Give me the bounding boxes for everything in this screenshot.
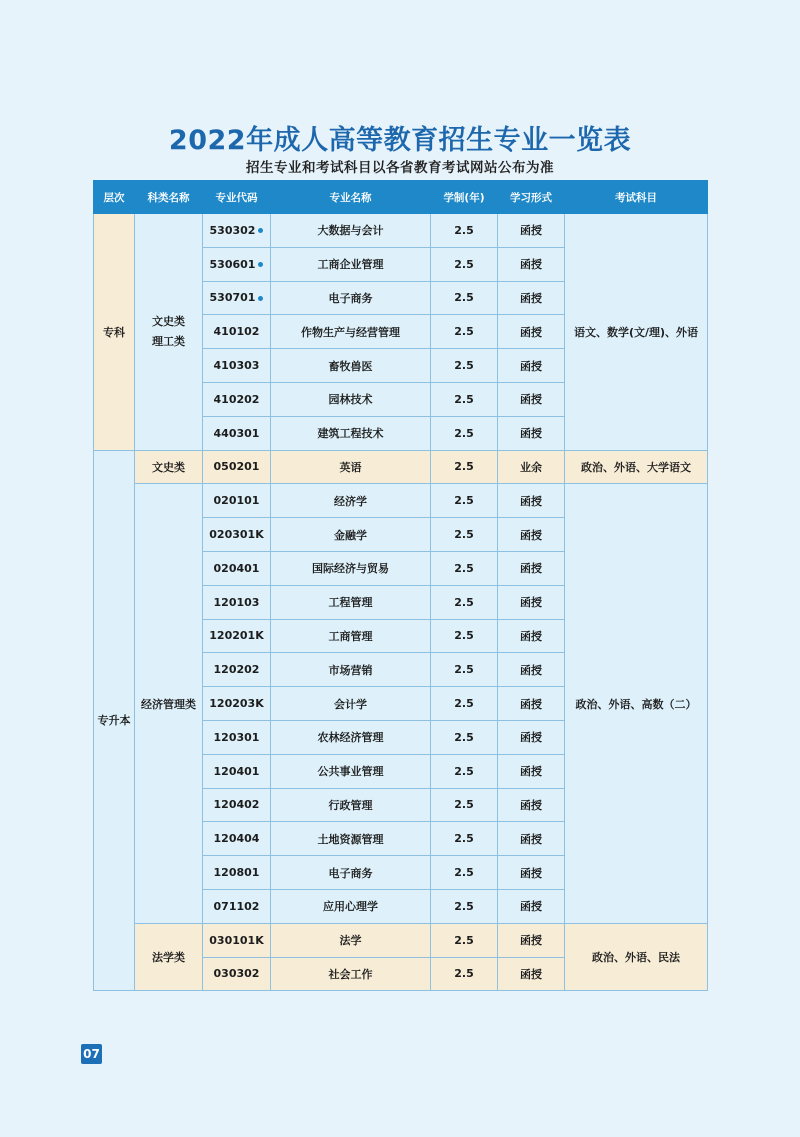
form-cell: 函授 bbox=[498, 889, 565, 923]
code-cell: 120203K bbox=[203, 687, 271, 721]
form-cell: 函授 bbox=[498, 788, 565, 822]
major-cell: 行政管理 bbox=[271, 788, 431, 822]
years-cell: 2.5 bbox=[431, 923, 498, 957]
major-cell: 法学 bbox=[271, 923, 431, 957]
years-cell: 2.5 bbox=[431, 788, 498, 822]
exam-cell: 语文、数学(文/理)、外语 bbox=[565, 214, 708, 451]
header-form: 学习形式 bbox=[498, 181, 565, 214]
form-cell: 函授 bbox=[498, 653, 565, 687]
years-cell: 2.5 bbox=[431, 822, 498, 856]
form-cell: 函授 bbox=[498, 754, 565, 788]
form-cell: 函授 bbox=[498, 957, 565, 991]
years-cell: 2.5 bbox=[431, 889, 498, 923]
header-exam: 考试科目 bbox=[565, 181, 708, 214]
form-cell: 函授 bbox=[498, 416, 565, 450]
years-cell: 2.5 bbox=[431, 653, 498, 687]
years-cell: 2.5 bbox=[431, 551, 498, 585]
major-cell: 会计学 bbox=[271, 687, 431, 721]
years-cell: 2.5 bbox=[431, 720, 498, 754]
code-cell: 120103 bbox=[203, 585, 271, 619]
years-cell: 2.5 bbox=[431, 619, 498, 653]
major-cell: 作物生产与经营管理 bbox=[271, 315, 431, 349]
bullet-dot-icon bbox=[258, 296, 263, 301]
years-cell: 2.5 bbox=[431, 416, 498, 450]
table-row bbox=[94, 450, 708, 484]
level-cell: 专科 bbox=[94, 214, 135, 451]
years-cell: 2.5 bbox=[431, 281, 498, 315]
category-cell: 法学类 bbox=[135, 923, 203, 991]
table-row bbox=[94, 214, 708, 248]
major-cell: 社会工作 bbox=[271, 957, 431, 991]
page-title: 2022年成人高等教育招生专业一览表 bbox=[168, 125, 632, 156]
bullet-dot-icon bbox=[258, 228, 263, 233]
major-cell: 大数据与会计 bbox=[271, 214, 431, 248]
category-cell: 经济管理类 bbox=[135, 484, 203, 923]
major-cell: 英语 bbox=[271, 450, 431, 484]
code-text: 530701 bbox=[209, 291, 256, 305]
code-cell bbox=[203, 247, 271, 281]
form-cell: 函授 bbox=[498, 720, 565, 754]
code-cell bbox=[203, 281, 271, 315]
major-cell: 土地资源管理 bbox=[271, 822, 431, 856]
code-cell: 020401 bbox=[203, 551, 271, 585]
code-cell: 120404 bbox=[203, 822, 271, 856]
major-cell: 经济学 bbox=[271, 484, 431, 518]
code-cell: 120201K bbox=[203, 619, 271, 653]
form-cell: 函授 bbox=[498, 382, 565, 416]
form-cell: 函授 bbox=[498, 822, 565, 856]
header-category: 科类名称 bbox=[135, 181, 203, 214]
code-cell: 440301 bbox=[203, 416, 271, 450]
page-number: 07 bbox=[81, 1044, 102, 1064]
header-major: 专业名称 bbox=[271, 181, 431, 214]
form-cell: 函授 bbox=[498, 585, 565, 619]
exam-cell: 政治、外语、大学语文 bbox=[565, 450, 708, 484]
table-header-row bbox=[94, 181, 708, 214]
form-cell: 函授 bbox=[498, 551, 565, 585]
years-cell: 2.5 bbox=[431, 754, 498, 788]
major-cell: 金融学 bbox=[271, 518, 431, 552]
category-line: 理工类 bbox=[152, 334, 185, 348]
header-level: 层次 bbox=[94, 181, 135, 214]
code-cell: 030302 bbox=[203, 957, 271, 991]
years-cell: 2.5 bbox=[431, 484, 498, 518]
years-cell: 2.5 bbox=[431, 315, 498, 349]
form-cell: 函授 bbox=[498, 856, 565, 890]
header-code: 专业代码 bbox=[203, 181, 271, 214]
code-cell: 410102 bbox=[203, 315, 271, 349]
form-cell: 函授 bbox=[498, 315, 565, 349]
exam-cell: 政治、外语、高数（二） bbox=[565, 484, 708, 923]
form-cell: 函授 bbox=[498, 349, 565, 383]
form-cell: 业余 bbox=[498, 450, 565, 484]
code-cell: 410202 bbox=[203, 382, 271, 416]
years-cell: 2.5 bbox=[431, 856, 498, 890]
header-years: 学制(年) bbox=[431, 181, 498, 214]
form-cell: 函授 bbox=[498, 281, 565, 315]
major-cell: 工商管理 bbox=[271, 619, 431, 653]
years-cell: 2.5 bbox=[431, 382, 498, 416]
form-cell: 函授 bbox=[498, 484, 565, 518]
level-cell: 专升本 bbox=[94, 450, 135, 991]
bullet-dot-icon bbox=[258, 262, 263, 267]
code-text: 530601 bbox=[209, 257, 256, 271]
code-cell: 020301K bbox=[203, 518, 271, 552]
major-cell: 农林经济管理 bbox=[271, 720, 431, 754]
years-cell: 2.5 bbox=[431, 585, 498, 619]
form-cell: 函授 bbox=[498, 619, 565, 653]
category-cell bbox=[135, 214, 203, 451]
major-cell: 畜牧兽医 bbox=[271, 349, 431, 383]
code-cell: 030101K bbox=[203, 923, 271, 957]
page-subtitle: 招生专业和考试科目以各省教育考试网站公布为准 bbox=[246, 160, 554, 176]
code-cell: 071102 bbox=[203, 889, 271, 923]
years-cell: 2.5 bbox=[431, 957, 498, 991]
years-cell: 2.5 bbox=[431, 687, 498, 721]
exam-cell: 政治、外语、民法 bbox=[565, 923, 708, 991]
form-cell: 函授 bbox=[498, 923, 565, 957]
majors-table bbox=[93, 180, 708, 991]
code-cell: 120301 bbox=[203, 720, 271, 754]
code-cell bbox=[203, 214, 271, 248]
code-cell: 410303 bbox=[203, 349, 271, 383]
table-row bbox=[94, 923, 708, 957]
major-cell: 公共事业管理 bbox=[271, 754, 431, 788]
category-cell: 文史类 bbox=[135, 450, 203, 484]
category-line: 文史类 bbox=[152, 314, 185, 328]
major-cell: 应用心理学 bbox=[271, 889, 431, 923]
code-cell: 020101 bbox=[203, 484, 271, 518]
form-cell: 函授 bbox=[498, 247, 565, 281]
table-row bbox=[94, 484, 708, 518]
code-cell: 120202 bbox=[203, 653, 271, 687]
years-cell: 2.5 bbox=[431, 450, 498, 484]
form-cell: 函授 bbox=[498, 687, 565, 721]
major-cell: 工程管理 bbox=[271, 585, 431, 619]
form-cell: 函授 bbox=[498, 518, 565, 552]
major-cell: 工商企业管理 bbox=[271, 247, 431, 281]
major-cell: 电子商务 bbox=[271, 856, 431, 890]
years-cell: 2.5 bbox=[431, 518, 498, 552]
years-cell: 2.5 bbox=[431, 349, 498, 383]
major-cell: 建筑工程技术 bbox=[271, 416, 431, 450]
code-cell: 120402 bbox=[203, 788, 271, 822]
form-cell: 函授 bbox=[498, 214, 565, 248]
code-cell: 120801 bbox=[203, 856, 271, 890]
code-text: 530302 bbox=[209, 223, 256, 237]
major-cell: 市场营销 bbox=[271, 653, 431, 687]
years-cell: 2.5 bbox=[431, 247, 498, 281]
code-cell: 050201 bbox=[203, 450, 271, 484]
major-cell: 国际经济与贸易 bbox=[271, 551, 431, 585]
major-cell: 电子商务 bbox=[271, 281, 431, 315]
major-cell: 园林技术 bbox=[271, 382, 431, 416]
years-cell: 2.5 bbox=[431, 214, 498, 248]
code-cell: 120401 bbox=[203, 754, 271, 788]
